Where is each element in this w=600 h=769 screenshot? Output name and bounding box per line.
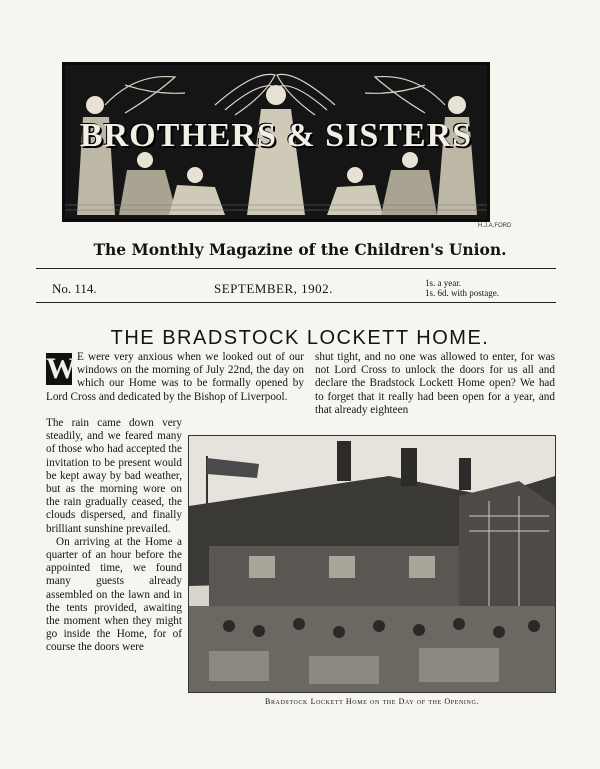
drop-cap: W: [46, 352, 76, 385]
house-photo-illustration: [189, 436, 555, 692]
article-intro: [46, 351, 304, 404]
illustrator-signature: H.J.A.FORD: [478, 223, 512, 229]
paragraph-1-continued: The rain came down very steadily, and we feared many of those who had accepted the invitation to be present would be kept away by bad weather, but as the morning wore on the rain gradually ceased, the clouds dispersed, and finally brilliant sunshine prevailed.: [46, 417, 182, 535]
right-column-text: shut tight, and no one was allowed to enter, for was not Lord Cross to unlock the doors for us all and declare the Bradstock Lockett Home open? We had to forget that it really had been open for a year, and that already eighteen: [315, 351, 555, 416]
price-info: [425, 278, 499, 298]
masthead-illustration: [62, 62, 490, 222]
bottom-rule: [36, 302, 556, 303]
price-postage: 1s. 6d. with postage.: [425, 288, 499, 298]
magazine-subtitle: The Monthly Magazine of the Children's Union.: [93, 240, 507, 259]
photo-caption: Bradstock Lockett Home on the Day of the Opening.: [265, 697, 479, 706]
left-column: [46, 417, 182, 655]
price-yearly: 1s. a year.: [425, 278, 461, 288]
article-headline: THE BRADSTOCK LOCKETT HOME.: [110, 327, 490, 349]
intro-text: E were very anxious when we looked out of our windows on the morning of July 22nd, the day on which our Home was to be formally opened by Lord Cross and dedicated by the Bishop of Liverpool.: [46, 351, 304, 403]
home-photograph: [188, 435, 556, 693]
masthead-title: BROTHERS & SISTERS: [79, 117, 473, 154]
paragraph-2: On arriving at the Home a quarter of an hour before the appointed time, we found many guests already assembled on the lawn and in the tents provided, awaiting the moment when they might go inside the Home, for of course the doors were: [46, 535, 182, 654]
issue-date: SEPTEMBER, 1902.: [214, 281, 333, 296]
top-rule: [36, 268, 556, 269]
right-column: [315, 351, 555, 417]
issue-number: No. 114.: [52, 281, 97, 296]
